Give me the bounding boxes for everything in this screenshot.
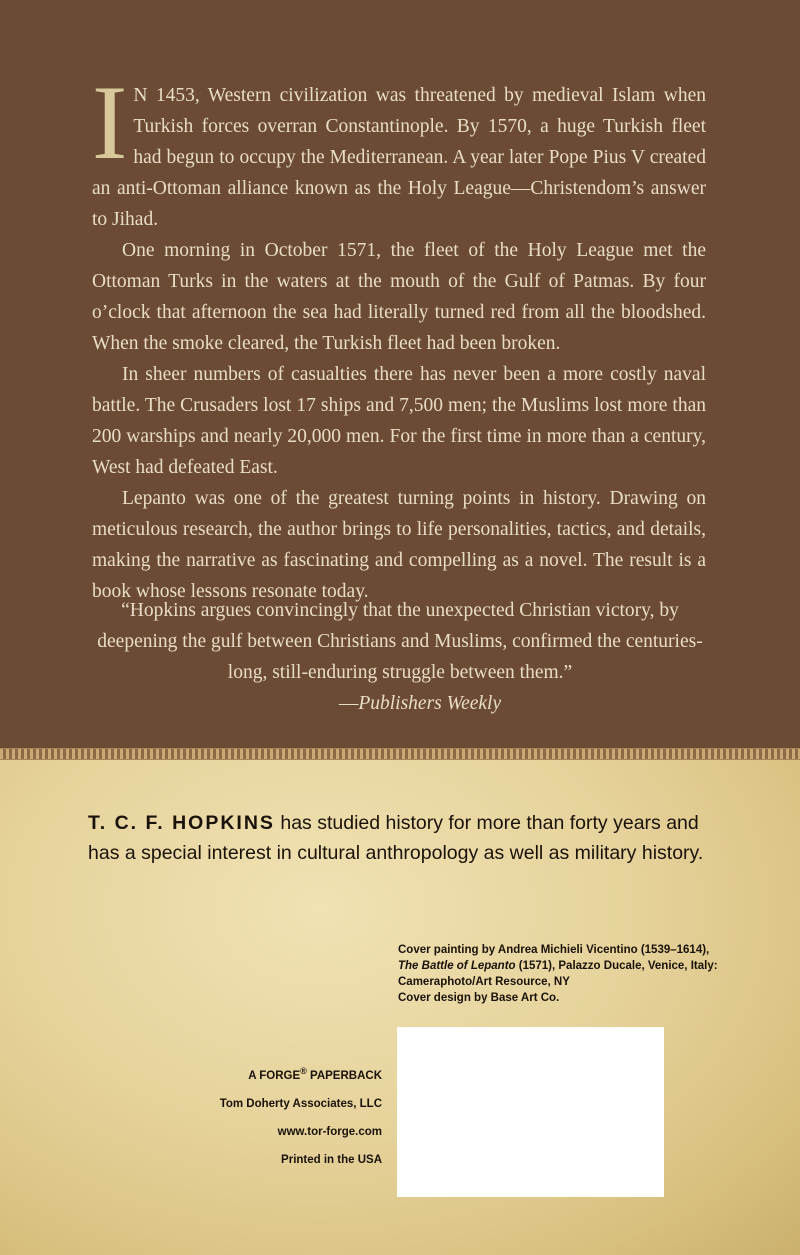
author-bio xyxy=(88,808,728,868)
synopsis xyxy=(92,64,706,607)
synopsis-paragraph-2: One morning in October 1571, the fleet of the Holy League met the Ottoman Turks in the waters at the mouth of the Gulf of Patmas. By four o’clock that afternoon the sea had literally turned red from all the bloodshed. When the smoke cleared, the Turkish fleet had been broken. xyxy=(92,240,706,354)
quote-source: —Publishers Weekly xyxy=(338,693,502,714)
publisher-name: Tom Doherty Associates, LLC xyxy=(219,1097,382,1110)
imprint: A FORGE® PAPERBACK xyxy=(248,1066,382,1082)
synopsis-paragraph-3: In sheer numbers of casualties there has never been a more costly naval battle. The Crusaders lost 17 ships and 7,500 men; the Muslims lost more than 200 warships and nearly 20,000 men. For the first time in more than a century, West had defeated East. xyxy=(92,364,706,478)
author-bio-text: has studied history for more than forty years and has a special interest in cultural anthropology as well as military history. xyxy=(88,812,704,864)
printed-location: Printed in the USA xyxy=(281,1153,382,1166)
synopsis-paragraph-4: Lepanto was one of the greatest turning points in history. Drawing on meticulous research, the author brings to life personalities, tactics, and details, making the narrative as fascinating and compelling as a novel. The result is a book whose lessons resonate today. xyxy=(92,488,706,602)
synopsis-paragraph-1: I N 1453, Western civilization was threatened by medieval Islam when Turkish forces overran Constantinople. By 1570, a huge Turkish fleet had begun to occupy the Mediterranean. A year later Pope Pius V created an anti-Ottoman alliance known as the Holy League—Christendom’s answer to Jihad. xyxy=(92,64,706,230)
barcode-area xyxy=(397,1027,664,1197)
drop-cap: I xyxy=(92,64,128,181)
cover-credits: Cover painting by Andrea Michieli Vicentino (1539–1614), The Battle of Lepanto (1571), Palazzo Ducale, Venice, Italy: Cameraphoto/Art Resource, NY Cover design by Base Art Co. xyxy=(398,944,718,1004)
publisher-website: www.tor-forge.com xyxy=(277,1125,382,1138)
review-quote xyxy=(80,595,720,719)
publisher-info xyxy=(200,1064,382,1181)
painting-title: The Battle of Lepanto xyxy=(398,960,516,972)
author-name: T. C. F. HOPKINS xyxy=(88,812,275,834)
quote-text: “Hopkins argues convincingly that the unexpected Christian victory, by deepening the gulf between Christians and Muslims, confirmed the centuries-long, still-enduring struggle between them.” xyxy=(97,600,703,683)
decorative-border xyxy=(0,748,800,760)
